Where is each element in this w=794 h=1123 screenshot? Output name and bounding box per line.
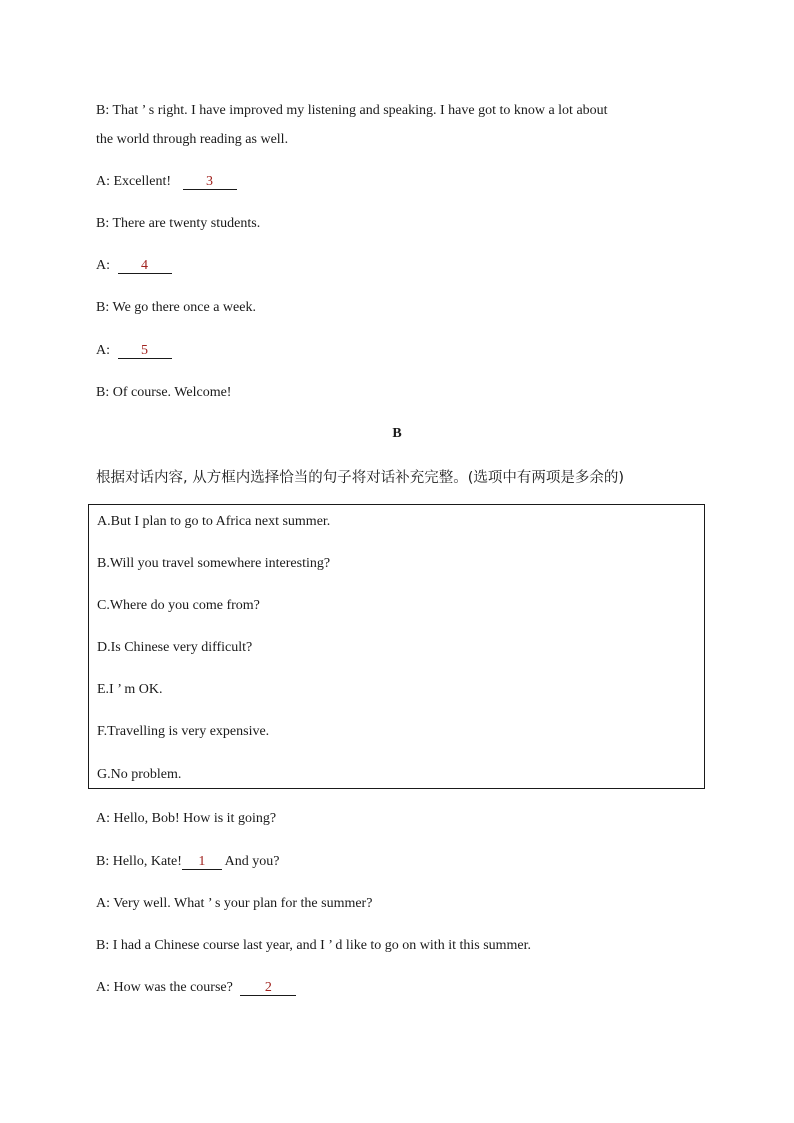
dialogue-text: A: — [96, 343, 110, 358]
dialogue-line: B: We go there once a week. — [96, 300, 256, 315]
answer-blank-1 — [182, 854, 222, 870]
option-a: A.But I plan to go to Africa next summer. — [97, 514, 331, 529]
dialogue-line — [96, 853, 279, 871]
option-b: B.Will you travel somewhere interesting? — [97, 556, 331, 571]
blank-number: 2 — [264, 980, 272, 995]
option-c: C.Where do you come from? — [97, 598, 260, 613]
blank-number: 4 — [141, 258, 148, 273]
dialogue-line: A: Very well. What ’ s your plan for the summer? — [96, 896, 373, 911]
dialogue-line — [96, 979, 296, 997]
section-heading: B — [392, 426, 402, 441]
dialogue-text: A: How was the course? — [96, 980, 233, 995]
dialogue-line — [96, 173, 237, 191]
answer-blank-5 — [118, 343, 172, 359]
dialogue-line: B: I had a Chinese course last year, and I ’ d like to go on with it this summer. — [96, 938, 532, 953]
dialogue-line: the world through reading as well. — [96, 132, 289, 147]
dialogue-line — [96, 257, 172, 275]
options-box — [88, 504, 705, 789]
dialogue-text: A: Excellent! — [96, 174, 172, 189]
answer-blank-3 — [183, 174, 237, 190]
dialogue-line: B: That ’ s right. I have improved my listening and speaking. I have got to know a lot about — [96, 103, 608, 118]
dialogue-line: B: Of course. Welcome! — [96, 385, 232, 400]
blank-number: 1 — [198, 854, 206, 869]
instruction-text: 根据对话内容, 从方框内选择恰当的句子将对话补充完整。(选项中有两项是多余的) — [96, 470, 625, 486]
option-d: D.Is Chinese very difficult? — [97, 640, 253, 655]
dialogue-line: A: Hello, Bob! How is it going? — [96, 811, 277, 826]
dialogue-line: B: There are twenty students. — [96, 216, 261, 231]
dialogue-text: A: — [96, 258, 110, 273]
option-g: G.No problem. — [97, 767, 182, 782]
dialogue-text: B: Hello, Kate! — [96, 854, 182, 869]
answer-blank-4 — [118, 258, 172, 274]
option-e: E.I ’ m OK. — [97, 682, 163, 697]
dialogue-line — [96, 342, 172, 360]
answer-blank-2 — [240, 980, 296, 996]
dialogue-text: And you? — [224, 854, 280, 869]
blank-number: 5 — [141, 343, 148, 358]
option-f: F.Travelling is very expensive. — [97, 724, 270, 739]
blank-number: 3 — [206, 174, 214, 189]
